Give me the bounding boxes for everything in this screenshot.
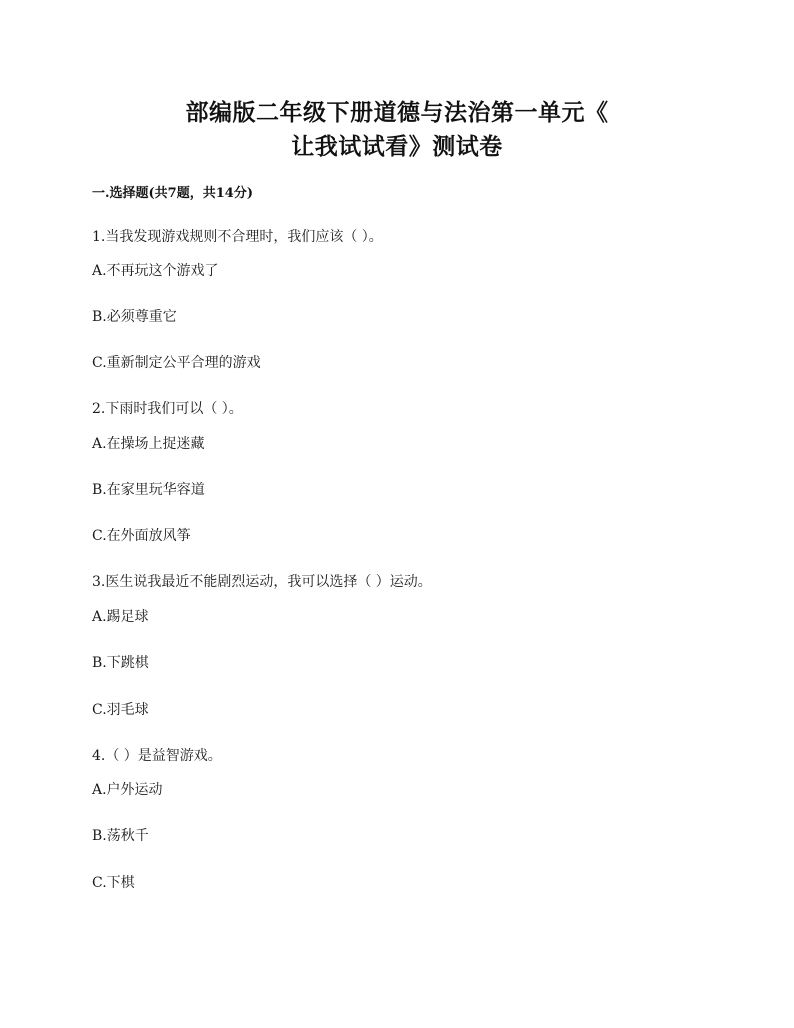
question-2-stem: 2.下雨时我们可以（ ）。 (92, 401, 243, 417)
question-3-option-a: A.踢足球 (92, 609, 149, 625)
question-3-option-b: B.下跳棋 (92, 655, 149, 671)
question-4-stem: 4.（ ）是益智游戏。 (92, 748, 222, 764)
section-heading: 一.选择题(共7题，共14分) (92, 186, 253, 201)
document-title-line-1: 部编版二年级下册道德与法治第一单元《 (185, 99, 609, 126)
question-4-option-b: B.荡秋千 (92, 828, 149, 844)
question-1-option-c: C.重新制定公平合理的游戏 (92, 355, 261, 371)
question-2-option-c: C.在外面放风筝 (92, 528, 191, 544)
question-4-option-c: C.下棋 (92, 875, 135, 891)
question-1-option-b: B.必须尊重它 (92, 309, 177, 325)
question-3-stem: 3.医生说我最近不能剧烈运动，我可以选择（ ）运动。 (92, 574, 432, 590)
question-1-option-a: A.不再玩这个游戏了 (92, 263, 219, 279)
question-4-option-a: A.户外运动 (92, 782, 163, 798)
question-2-option-b: B.在家里玩华容道 (92, 482, 205, 498)
question-3-option-c: C.羽毛球 (92, 702, 149, 718)
question-1-stem: 1.当我发现游戏规则不合理时，我们应该（ ）。 (92, 229, 383, 245)
document-title-line-2: 让我试试看》测试卷 (291, 133, 503, 160)
question-2-option-a: A.在操场上捉迷藏 (92, 436, 205, 452)
